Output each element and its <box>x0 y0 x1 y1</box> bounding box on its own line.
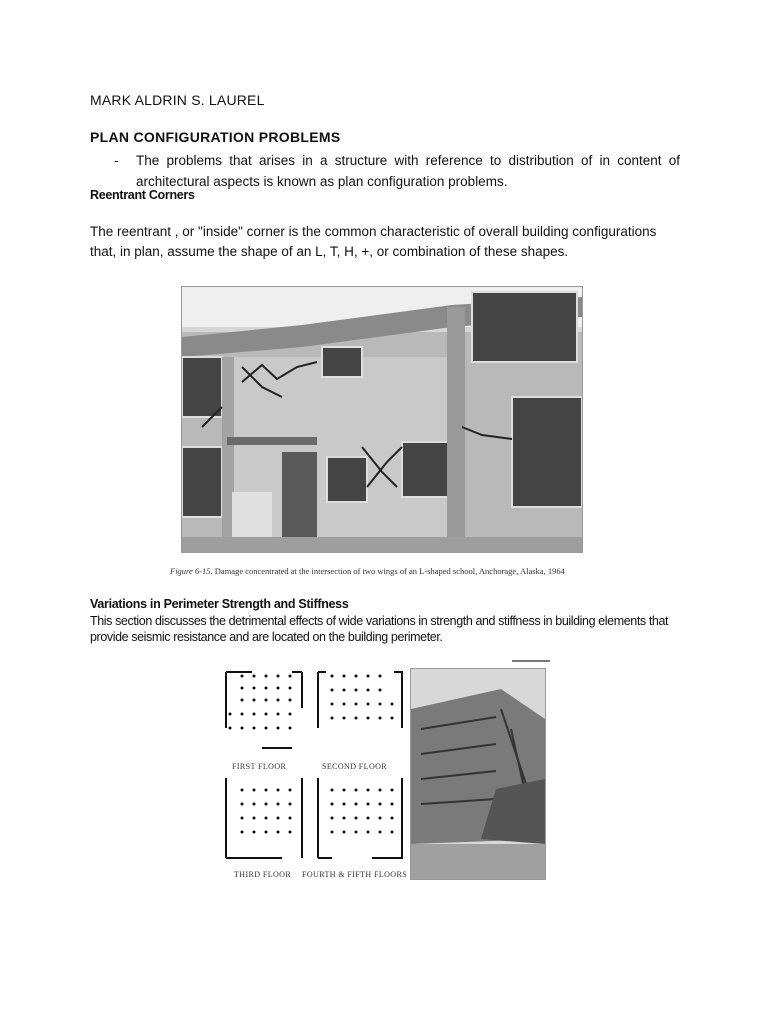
bullet-marker: - <box>114 153 119 168</box>
divider-line <box>512 660 550 662</box>
bullet-text: The problems that arises in a structure with reference to distribution of in content of architectural aspects is known as plan configuration problems. <box>136 153 680 189</box>
reentrant-paragraph: The reentrant , or "inside" corner is the common characteristic of overall building configurations that, in plan, assume the shape of an L, T, H, +, or combination of these shapes. <box>90 224 657 259</box>
floor-plans-diagram <box>222 668 412 888</box>
school-photo-illustration <box>182 287 582 552</box>
third-floor-label: THIRD FLOOR <box>234 870 292 879</box>
fourth-fifth-floor-label: FOURTH & FIFTH FLOORS <box>302 870 408 879</box>
collapsed-building-photo <box>410 668 546 880</box>
collapsed-building-illustration <box>411 669 545 879</box>
second-floor-label: SECOND FLOOR <box>322 762 388 771</box>
earthquake-school-photo <box>181 286 583 553</box>
figure-caption <box>170 566 600 576</box>
floor-plans-illustration <box>222 668 412 888</box>
perimeter-heading: Variations in Perimeter Strength and Stiffness <box>90 597 349 611</box>
figure-caption-text: Damage concentrated at the intersection of two wings of an L-shaped school, Anchorage, Alaska, 1964 <box>212 566 565 576</box>
figure-label: Figure 6-15. <box>170 566 213 576</box>
plan-dot-grid <box>229 675 394 834</box>
first-floor-label: FIRST FLOOR <box>232 762 287 771</box>
section-title: PLAN CONFIGURATION PROBLEMS <box>90 129 341 145</box>
perimeter-paragraph: This section discusses the detrimental effects of wide variations in strength and stiffness in building elements that provide seismic resistance and are located on the building perimeter. <box>90 614 669 644</box>
reentrant-heading: Reentrant Corners <box>90 188 195 202</box>
author-name: MARK ALDRIN S. LAUREL <box>90 92 265 108</box>
